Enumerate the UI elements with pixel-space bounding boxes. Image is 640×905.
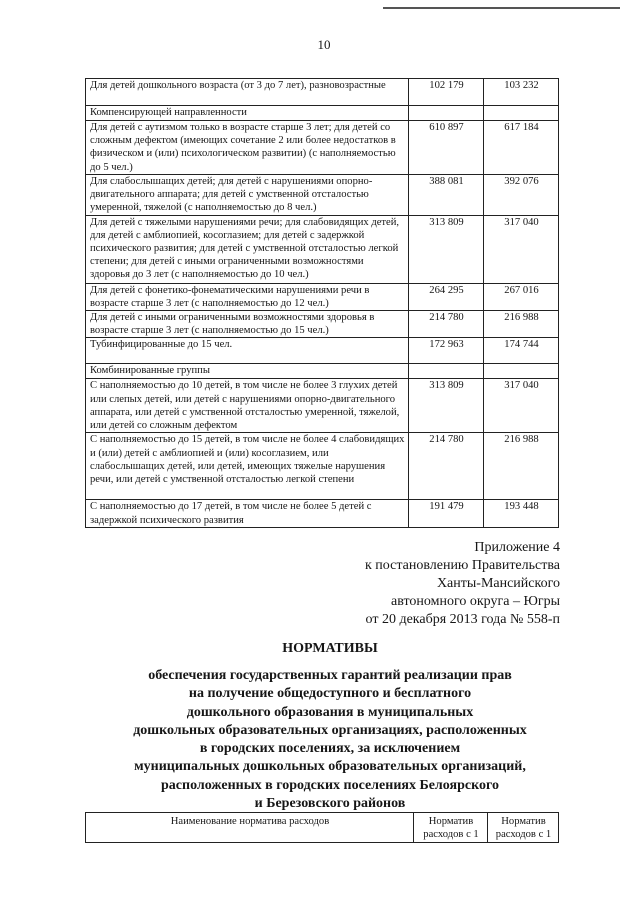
row-label: Комбинированные группы — [86, 364, 409, 379]
table-row — [86, 338, 559, 364]
row-label: С наполняемостью до 17 детей, в том числе не более 5 детей с задержкой психического развития — [86, 500, 409, 528]
appendix-line: автономного округа – Югры — [391, 594, 560, 609]
page-number: 10 — [317, 37, 331, 52]
subtitle-line: на получение общедоступного и бесплатного — [188, 686, 472, 702]
row-label: Для детей с фонетико-фонематическими нарушениями речи в возрасте старше 3 лет (с наполняемостью до 12 чел.) — [86, 283, 409, 310]
subtitle-line: дошкольного образования в муниципальных — [186, 704, 474, 720]
table-row — [86, 215, 559, 283]
row-value-2: 103 232 — [484, 79, 559, 106]
row-value-2: 617 184 — [484, 121, 559, 175]
row-label: Для детей с иными ограниченными возможностями здоровья в возрасте старше 3 лет (с наполняемостью до 15 чел.) — [86, 311, 409, 338]
row-value-2 — [484, 364, 559, 379]
row-value-1: 214 780 — [409, 433, 484, 500]
row-value-1: 313 809 — [409, 215, 484, 283]
header-norm-2: Норматив расходов с 1 — [488, 813, 559, 843]
table-row — [86, 175, 559, 216]
document-title: НОРМАТИВЫ — [282, 641, 378, 656]
row-label: С наполняемостью до 15 детей, в том числе не более 4 слабовидящих и (или) детей с амблиопией и (или) косоглазием, или слабослышащих детей, или детей, имеющих тяжелые нарушения речи, или детей с умственной отсталостью легкой степени — [86, 433, 409, 500]
cost-norms-table — [85, 78, 559, 528]
row-value-1: 264 295 — [409, 283, 484, 310]
table-header-row — [86, 813, 559, 843]
row-value-2 — [484, 106, 559, 121]
section-row — [86, 106, 559, 121]
row-label: С наполняемостью до 10 детей, в том числе не более 3 глухих детей или слепых детей, или детей с нарушениями опорно-двигательного аппарата, или детей с умственной отсталостью умеренной, тяжелой, или детей со сложным дефектом — [86, 379, 409, 433]
subtitle-line: обеспечения государственных гарантий реализации прав — [148, 668, 512, 683]
subtitle-line: в городских поселениях, за исключением — [199, 741, 461, 757]
subtitle-line: и Березовского районов — [254, 796, 406, 812]
subtitle-line: дошкольных образовательных организациях, расположенных — [133, 722, 527, 738]
row-value-2: 216 988 — [484, 311, 559, 338]
document-subtitle — [70, 667, 590, 813]
row-value-1: 214 780 — [409, 311, 484, 338]
table-row — [86, 379, 559, 433]
header-cost-name: Наименование норматива расходов — [86, 813, 414, 843]
row-value-2: 193 448 — [484, 500, 559, 528]
appendix-line: Ханты-Мансийского — [436, 576, 560, 591]
table-row — [86, 500, 559, 528]
row-value-1 — [409, 106, 484, 121]
row-value-1: 388 081 — [409, 175, 484, 216]
row-value-2: 392 076 — [484, 175, 559, 216]
row-value-2: 267 016 — [484, 283, 559, 310]
appendix-block — [260, 539, 560, 629]
appendix-line: к постановлению Правительства — [364, 558, 560, 573]
cost-norms-table-body — [86, 79, 559, 528]
row-label: Для детей с аутизмом только в возрасте старше 3 лет; для детей со сложным дефектом (имеющих сочетание 2 или более недостатков в физическом и (или) психологическом развитии) (с наполняемостью до 5 чел.) — [86, 121, 409, 175]
row-value-2: 174 744 — [484, 338, 559, 364]
table-row — [86, 283, 559, 310]
row-value-1 — [409, 364, 484, 379]
subtitle-line: муниципальных дошкольных образовательных организаций, — [134, 759, 526, 775]
row-label: Для детей дошкольного возраста (от 3 до 7 лет), разновозрастные — [86, 79, 409, 106]
section-row — [86, 364, 559, 379]
row-value-1: 610 897 — [409, 121, 484, 175]
scan-edge-line — [383, 7, 620, 9]
row-value-1: 102 179 — [409, 79, 484, 106]
row-value-2: 317 040 — [484, 379, 559, 433]
row-value-1: 172 963 — [409, 338, 484, 364]
row-label: Компенсирующей направленности — [86, 106, 409, 121]
row-value-2: 216 988 — [484, 433, 559, 500]
subtitle-line: расположенных в городских поселениях Белоярского — [161, 777, 499, 793]
row-value-2: 317 040 — [484, 215, 559, 283]
table-row — [86, 311, 559, 338]
row-label: Тубинфицированные до 15 чел. — [86, 338, 409, 364]
header-norm-1: Норматив расходов с 1 — [414, 813, 488, 843]
appendix-line: от 20 декабря 2013 года № 558-п — [365, 612, 560, 627]
table-row — [86, 79, 559, 106]
table-row — [86, 433, 559, 500]
appendix-line: Приложение 4 — [474, 540, 560, 555]
norms-header-table — [85, 812, 559, 843]
table-row — [86, 121, 559, 175]
row-label: Для слабослышащих детей; для детей с нарушениями опорно-двигательного аппарата; для детей с умственной отсталостью умеренной, тяжелой (с наполняемостью до 8 чел.) — [86, 175, 409, 216]
row-value-1: 313 809 — [409, 379, 484, 433]
row-label: Для детей с тяжелыми нарушениями речи; для слабовидящих детей, для детей с амблиопией, косоглазием; для детей с задержкой психического развития; для детей с умственной отсталостью легкой степени; для детей с иными ограниченными возможностями здоровья до 3 лет (с наполняемостью до 10 чел.) — [86, 215, 409, 283]
row-value-1: 191 479 — [409, 500, 484, 528]
